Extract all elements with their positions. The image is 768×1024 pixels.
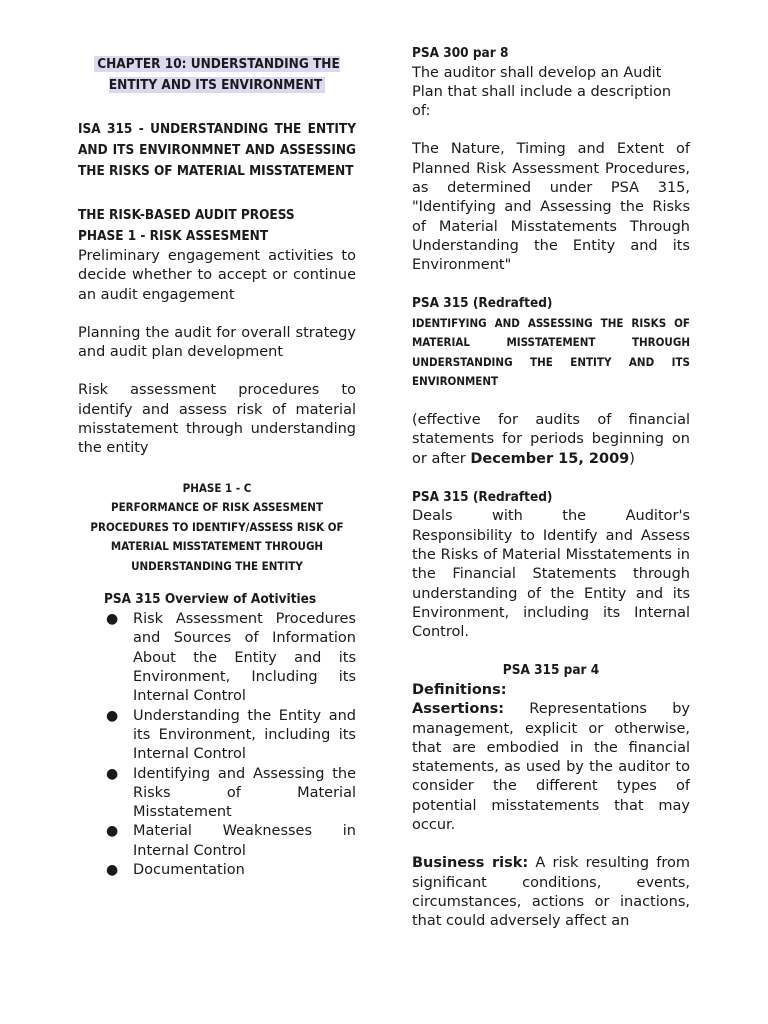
list-item: ● Identifying and Assessing the Risks of Material Misstatement xyxy=(78,765,356,823)
definitions-label-text: Definitions: xyxy=(412,681,507,698)
par4-title: PSA 315 par 4 xyxy=(502,662,600,679)
redrafted2-body: Deals with the Auditor's Responsibility to Identify and Assess the Risks of Material Misstatements in the Financial Statements through understanding of the Entity and its Environment, including its Internal Control. xyxy=(412,508,690,641)
left-column xyxy=(78,44,356,880)
isa-315-title: ISA 315 - UNDERSTANDING THE ENTITY AND ITS ENVIRONMNET AND ASSESSING THE RISKS OF MATERIAL MISSTATEMENT xyxy=(78,121,356,179)
phase-c-block xyxy=(78,479,356,577)
activities-list xyxy=(78,610,356,880)
business-risk-text: A risk resulting from significant conditions, events, circumstances, actions or inactions, that could adversely affect an xyxy=(412,855,690,930)
psa300-intro: The auditor shall develop an Audit Plan that shall include a description of: xyxy=(412,64,672,120)
effective-date: December 15, 2009 xyxy=(470,450,630,467)
effective-prefix: (effective for audits of financial statements for periods beginning on or after xyxy=(412,411,690,467)
definitions-label xyxy=(412,681,690,700)
chapter-title-highlight: CHAPTER 10: UNDERSTANDING THE ENTITY AND ITS ENVIRONMENT xyxy=(94,56,340,93)
phase-c-title: PHASE 1 - C xyxy=(182,480,252,495)
redrafted1-title: PSA 315 (Redrafted) xyxy=(412,295,553,312)
list-item: ● Risk Assessment Procedures and Sources of Information About the Entity and its Environment, Including its Internal Control xyxy=(78,610,356,706)
process-title: THE RISK-BASED AUDIT PROESS xyxy=(78,207,295,223)
para-risk-assessment: Risk assessment procedures to identify and assess risk of material misstatement through understanding the entity xyxy=(78,382,356,457)
chapter-title xyxy=(78,54,356,96)
list-item: ● Documentation xyxy=(78,861,356,880)
list-item: ● Material Weaknesses in Internal Control xyxy=(78,822,356,861)
list-item: ● Understanding the Entity and its Environment, including its Internal Control xyxy=(78,707,356,765)
business-risk-term: Business risk: xyxy=(412,855,529,872)
para-preliminary: Preliminary engagement activities to decide whether to accept or continue an audit engagement xyxy=(78,248,356,303)
phase-c-subtitle: PERFORMANCE OF RISK ASSESMENT PROCEDURES TO IDENTIFY/ASSESS RISK OF MATERIAL MISSTATEMENT THROUGH UNDERSTANDING THE ENTITY xyxy=(90,500,344,573)
business-risk-definition xyxy=(412,854,690,931)
overview-title: PSA 315 Overview of Aotivities xyxy=(104,591,317,608)
redrafted1-subtitle: IDENTIFYING AND ASSESSING THE RISKS OF MATERIAL MISSTATEMENT THROUGH UNDERSTANDING THE ENTITY AND ITS ENVIRONMENT xyxy=(412,315,690,389)
right-column xyxy=(412,44,690,932)
effective-suffix: ) xyxy=(629,450,635,467)
assertions-term: Assertions: xyxy=(412,701,505,718)
effective-note xyxy=(412,411,690,469)
psa300-body: The Nature, Timing and Extent of Planned Risk Assessment Procedures, as determined under PSA 315, "Identifying and Assessing the Risks of Material Misstatements Through Understanding the Entity and its Environment" xyxy=(412,141,690,274)
para-planning: Planning the audit for overall strategy and audit plan development xyxy=(78,324,356,361)
assertions-text: Representations by management, explicit or otherwise, that are embodied in the financial statements, as used by the auditor to consider the different types of potential misstatements that may occur. xyxy=(412,701,690,834)
psa300-title: PSA 300 par 8 xyxy=(412,45,509,61)
redrafted2-title: PSA 315 (Redrafted) xyxy=(412,488,553,505)
phase1-title: PHASE 1 - RISK ASSESMENT xyxy=(78,228,269,244)
assertions-definition xyxy=(412,700,690,835)
